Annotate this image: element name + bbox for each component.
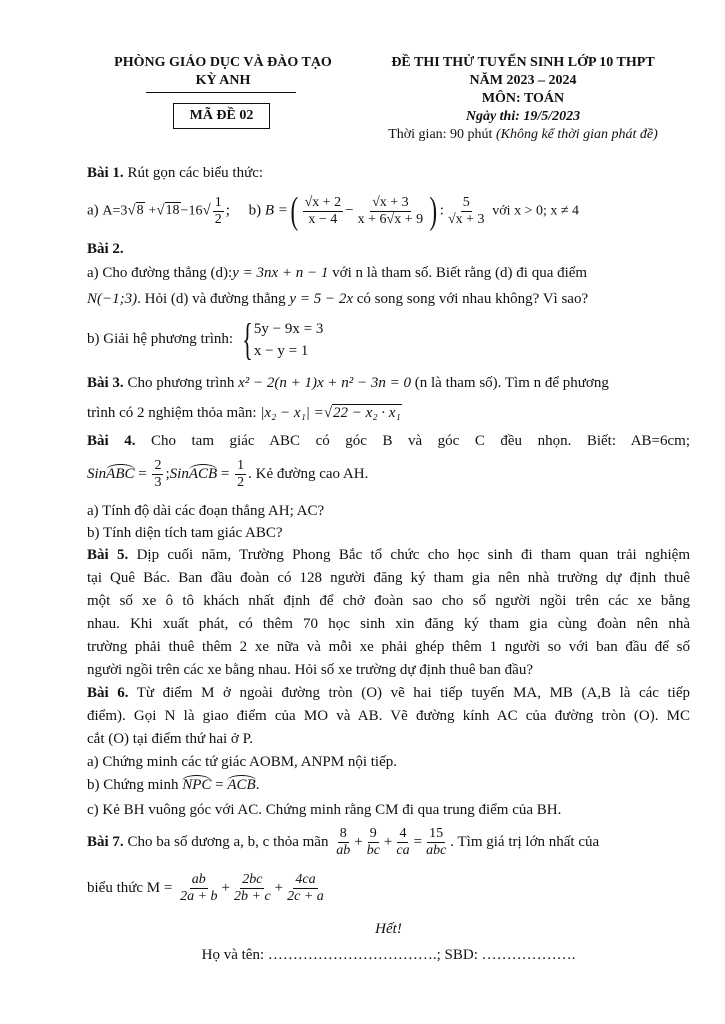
bai4-a: a) Tính độ dài các đoạn thẳng AH; AC? bbox=[87, 503, 325, 519]
header-divider bbox=[146, 92, 296, 93]
bai6-line: cắt (O) tại điểm thứ hai ở P. bbox=[87, 731, 254, 747]
candidate-info-line: Họ và tên: …………………………….; SBD: ………………. bbox=[201, 947, 576, 963]
exam-title: ĐỀ THI THỬ TUYỂN SINH LỚP 10 THPT bbox=[391, 55, 655, 70]
bai1-heading: Bài 1. Rút gọn các biểu thức: bbox=[87, 165, 264, 181]
bai6-c: c) Kẻ BH vuông góc với AC. Chứng minh rằng CM đi qua trung điểm của BH. bbox=[87, 802, 562, 818]
bai2-a-line2: N(−1;3). Hỏi (d) và đường thẳng y = 5 − 2x có song song với nhau không? Vì sao? bbox=[87, 291, 589, 307]
bai7-line1: Bài 7. Cho ba số dương a, b, c thỏa mãn $\frac{8}{ab}$ + $\frac{9}{bc}$ + $\frac{4}{ca}$ = $\frac{15}{\text{abc}}$ . Tìm giá trị lớn nhất của bbox=[87, 826, 600, 859]
bai5-line: nhau. Khi xuất phát, có thêm 70 học sinh xin đăng ký tham gia cùng đoàn nên nhà bbox=[87, 616, 690, 632]
bai4-line1: Bài 4. Cho tam giác ABC có góc B và góc C đều nhọn. Biết: AB=6cm; bbox=[87, 433, 690, 449]
bai2-heading: Bài 2. bbox=[87, 241, 124, 257]
bai5-line: trường phải thuê thêm 2 xe nữa và mỗi xe phải ghép thêm 1 người so với ban đầu để số bbox=[87, 639, 690, 655]
exam-duration: Thời gian: 90 phút (Không kể thời gian phát đề) bbox=[388, 127, 658, 142]
exam-subject: MÔN: TOÁN bbox=[481, 91, 565, 106]
bai4-b: b) Tính diện tích tam giác ABC? bbox=[87, 525, 283, 541]
bai7-line2: biểu thức M = $\frac{ab}{2a + b}$ + $\frac{2bc}{2b + c}$ + $\frac{4ca}{2c + a}$ bbox=[87, 872, 324, 905]
bai3-line1: Bài 3. Cho phương trình x² − 2(n + 1)x + n² − 3n = 0 (n là tham số). Tìm n để phương bbox=[87, 375, 609, 391]
exam-year: NĂM 2023 – 2024 bbox=[469, 73, 577, 88]
bai5-line: người ngồi trên các xe bằng nhau. Hỏi số xe trường dự định thuê ban đầu? bbox=[87, 662, 533, 678]
department-header bbox=[88, 54, 358, 90]
exam-title-block bbox=[366, 54, 680, 144]
department-name: PHÒNG GIÁO DỤC VÀ ĐÀO TẠO bbox=[114, 55, 332, 70]
district-name: KỲ ANH bbox=[195, 73, 251, 88]
exam-date: Ngày thi: 19/5/2023 bbox=[465, 109, 581, 124]
bai1-expressions: a) A=3√8 +√18−16√ $\frac{1}{2}$ ; b) B =( $\frac{√x + 2}{x - 4}$ − $\frac{√x + 3}{x + 6√x + 9}$ ) : $\frac{5}{√x + 3}$ với x > 0; x ≠ 4 bbox=[87, 190, 580, 232]
bai6-line: điểm). Gọi N là giao điểm của MO và AB. Vẽ đường kính AC của đường tròn (O). MC bbox=[87, 708, 690, 724]
bai5-line: một số xe ô tô khách nhất định để chở đoàn sao cho số người ngồi trên các xe bằng bbox=[87, 593, 690, 609]
bai6-line: Bài 6. Từ điểm M ở ngoài đường tròn (O) vẽ hai tiếp tuyến MA, MB (A,B là các tiếp bbox=[87, 685, 690, 701]
bai6-b: b) Chứng minh NPC = ACB. bbox=[87, 777, 260, 793]
bai2-b: b) Giải hệ phương trình: { 5y − 9x = 3 x − y = 1 bbox=[87, 314, 324, 364]
bai5-line: Bài 5. Dịp cuối năm, Trường Phong Bắc tổ chức cho học sinh đi tham quan trải nghiệm bbox=[87, 547, 691, 563]
bai4-line2: SinABC = $\frac{2}{3}$ ;SinACB = $\frac{1}{2}$ . Kẻ đường cao AH. bbox=[87, 458, 369, 491]
end-mark: Hết! bbox=[375, 921, 402, 937]
exam-code-box: MÃ ĐỀ 02 bbox=[173, 103, 270, 129]
bai3-line2: trình có 2 nghiệm thỏa mãn: |x₂ − x₁| =√22 − x₂ · x₁ bbox=[87, 405, 401, 421]
bai5-line: tại Quê Bác. Ban đầu đoàn có 128 người đăng ký tham gia nên nhà trường dự định thuê bbox=[87, 570, 690, 586]
bai6-a: a) Chứng minh các tứ giác AOBM, ANPM nội tiếp. bbox=[87, 754, 397, 770]
bai2-a-line1: a) Cho đường thẳng (d):y = 3nx + n − 1 với n là tham số. Biết rằng (d) đi qua điểm bbox=[87, 265, 588, 281]
